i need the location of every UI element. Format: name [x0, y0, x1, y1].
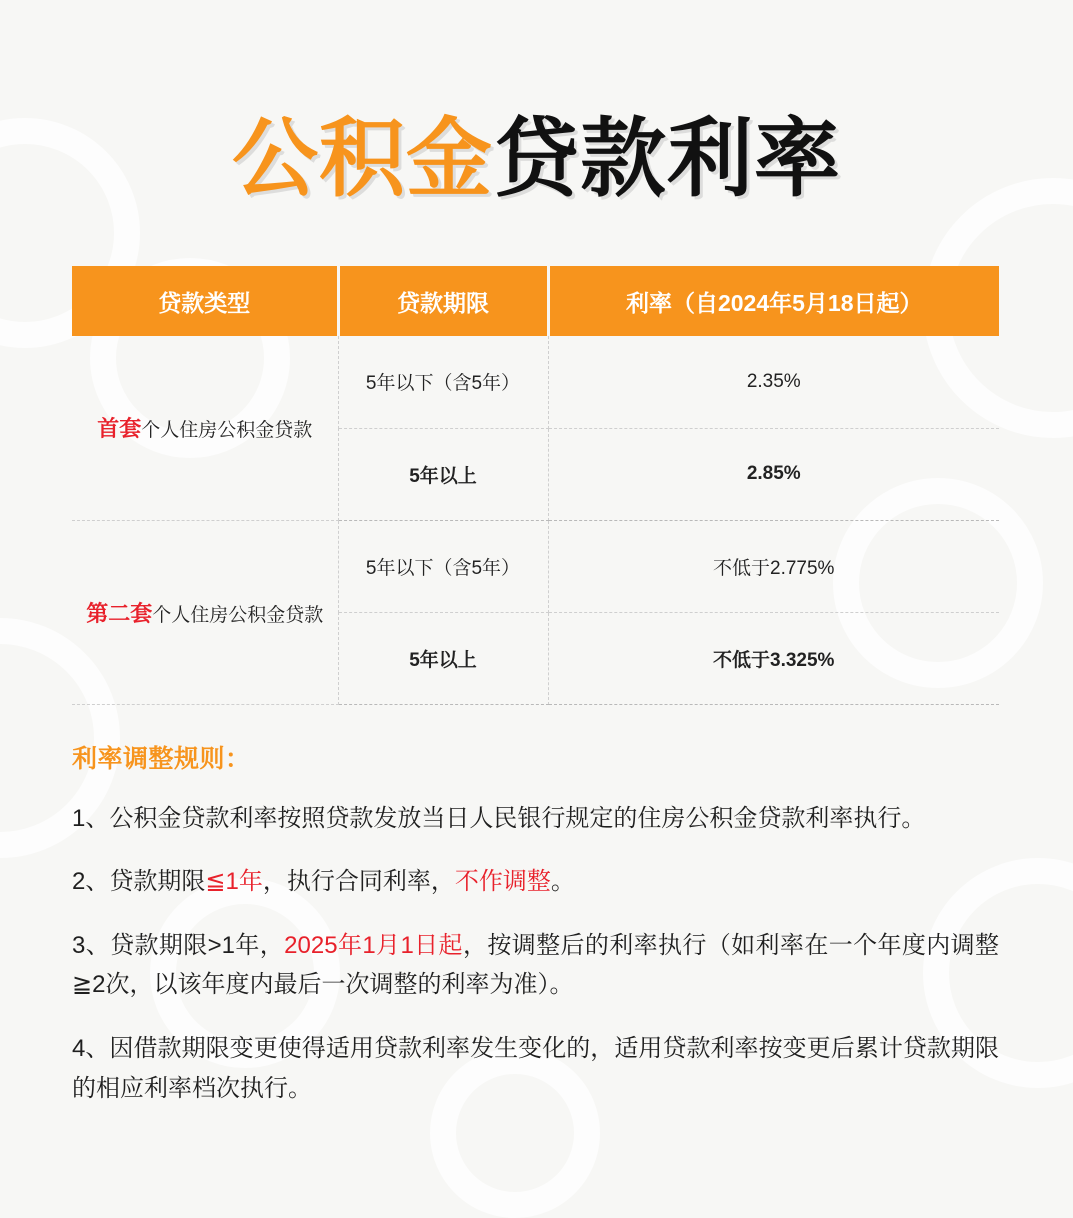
rule-text-highlight: 2025年1月1日起	[284, 931, 463, 959]
rule-number: 3、	[72, 931, 111, 959]
loan-type-text: 个人住房公积金贷款	[152, 604, 324, 626]
rule-item	[72, 862, 999, 902]
rule-number: 1、	[72, 804, 110, 832]
rule-text: ，执行合同利率，	[262, 868, 455, 896]
page-title-orange: 公积金	[232, 110, 493, 207]
rule-text: 公积金贷款利率按照贷款发放当日人民银行规定的住房公积金贷款利率执行。	[109, 804, 926, 832]
rule-item	[72, 799, 999, 839]
rule-item	[72, 1029, 999, 1108]
loan-rate-table	[72, 266, 999, 705]
rules-section	[72, 739, 999, 1109]
column-header-loan-term: 贷款期限	[338, 266, 548, 336]
loan-type-text: 个人住房公积金贷款	[141, 420, 313, 442]
cell-term-highlight: 5年以上	[338, 428, 548, 520]
cell-loan-type-first-home	[72, 336, 338, 520]
page-title-dark: 贷款利率	[493, 110, 841, 207]
table-body	[72, 336, 999, 704]
cell-rate-highlight: 2.85%	[548, 428, 999, 520]
loan-type-emphasis: 首套	[97, 416, 142, 442]
table-row	[72, 336, 999, 428]
cell-rate-highlight: 不低于3.325%	[548, 612, 999, 704]
column-header-rate: 利率（自2024年5月18日起）	[548, 266, 999, 336]
column-header-loan-type: 贷款类型	[72, 266, 338, 336]
cell-rate: 不低于2.775%	[548, 520, 999, 612]
loan-type-emphasis: 第二套	[86, 600, 153, 626]
rules-list	[72, 799, 999, 1109]
cell-term: 5年以下（含5年）	[338, 520, 548, 612]
rule-text: 贷款期限>1年，	[110, 931, 285, 959]
rules-heading: 利率调整规则：	[72, 744, 251, 773]
cell-loan-type-second-home	[72, 520, 338, 704]
page-title	[72, 58, 1001, 209]
rule-text-highlight: ≦1年	[205, 868, 263, 896]
table-header	[72, 266, 999, 336]
rule-item	[72, 926, 999, 1005]
rule-text: ，按调整后的利率执行（如利率在一个年度内调整≧2次，以该年度内最后一次调整的利率为准）。	[72, 931, 999, 999]
cell-rate: 2.35%	[548, 336, 999, 428]
rule-text: 因借款期限变更使得适用贷款利率发生变化的，适用贷款利率按变更后累计贷款期限的相应利率档次执行。	[72, 1034, 999, 1102]
rule-text-highlight: 不作调整	[454, 868, 551, 896]
table-row	[72, 520, 999, 612]
infographic-page	[0, 58, 1073, 1196]
rule-text: 。	[550, 868, 575, 896]
rule-number: 2、	[72, 868, 110, 896]
cell-term-highlight: 5年以上	[338, 612, 548, 704]
cell-term: 5年以下（含5年）	[338, 336, 548, 428]
rule-number: 4、	[72, 1034, 110, 1062]
table-header-row	[72, 266, 999, 336]
rule-text: 贷款期限	[109, 868, 206, 896]
